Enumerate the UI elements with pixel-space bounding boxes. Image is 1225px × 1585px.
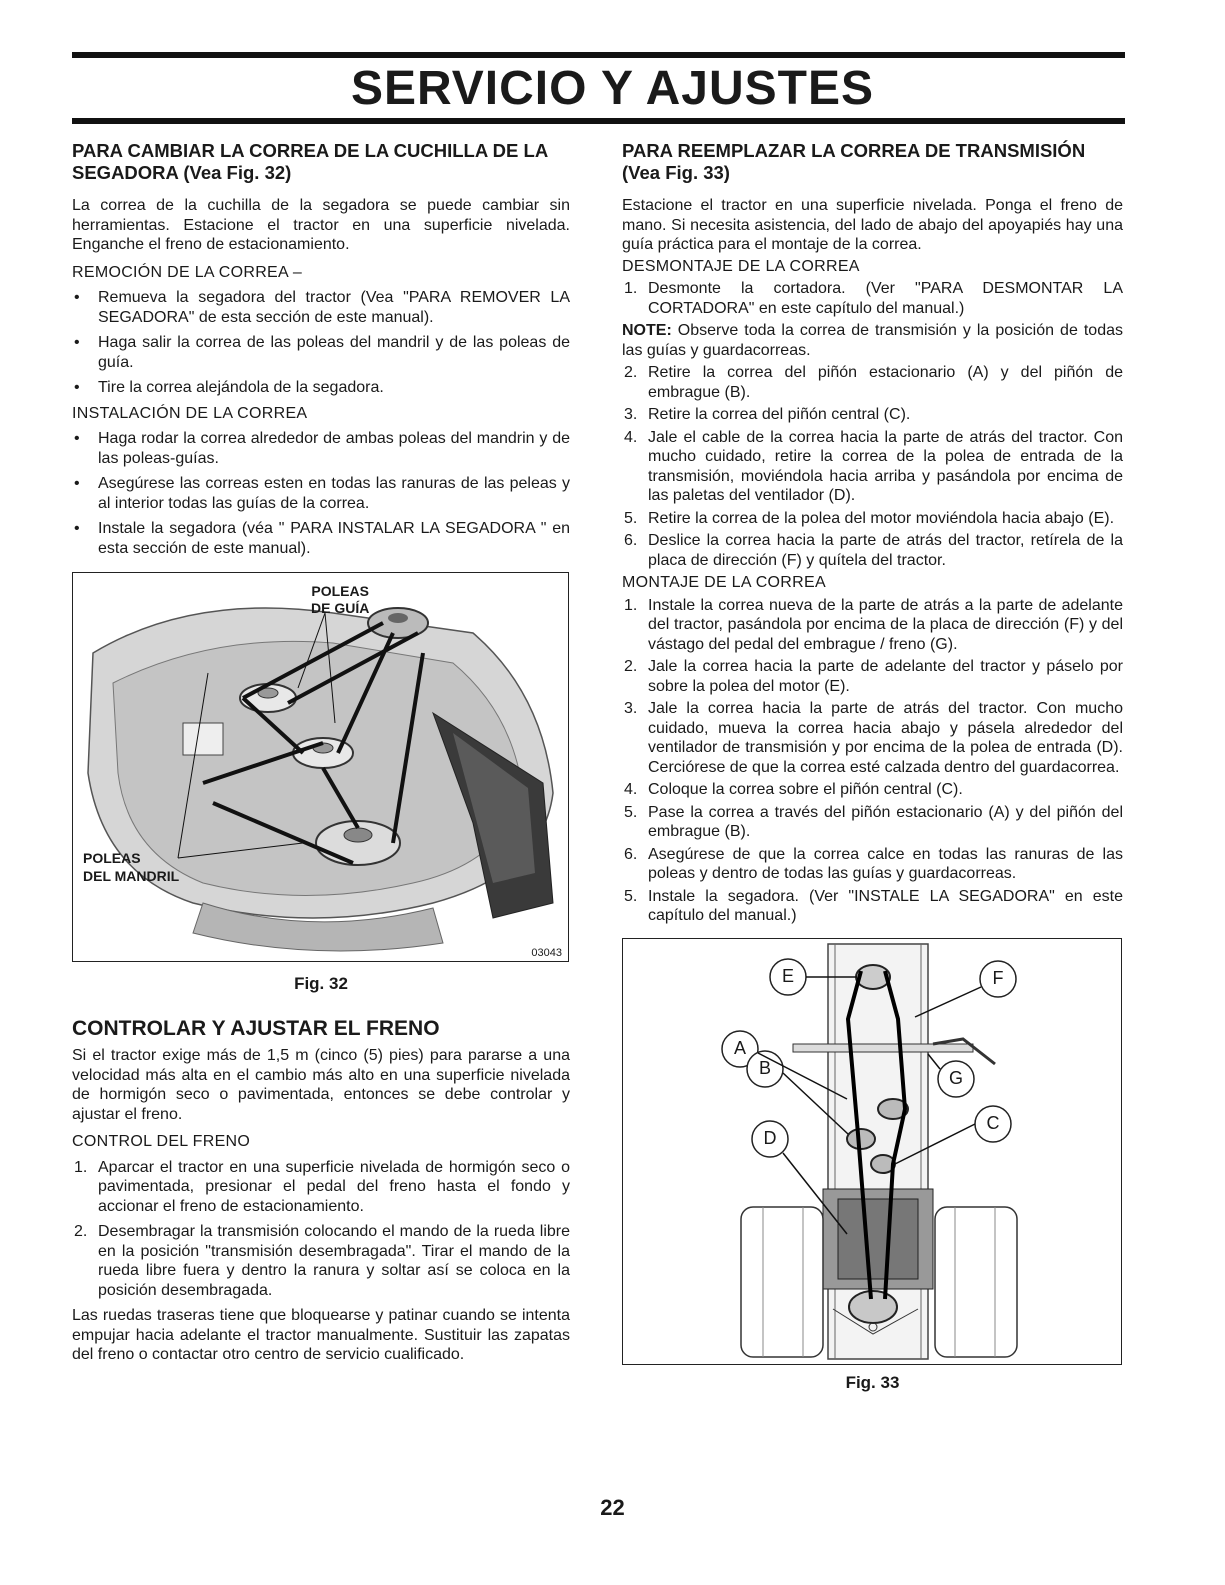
list-item: 5. Pase la correa a través del piñón estacionario (A) y del piñón del embrague (B). — [624, 803, 1123, 840]
list-item: 1. Desmonte la cortadora. (Ver "PARA DESMONTAR LA CORTADORA" en este capítulo del manual.) — [624, 280, 1123, 317]
list-item: 2. Desembragar la transmisión colocando el mando de la rueda libre en la posición "transmisión desembragada". Tirar el mando de la rueda libre fuera y dentro la ranura y soltar así se coloca en la posición desembragada. — [74, 1223, 570, 1299]
label-spindle-pulleys: POLEAS DEL MANDRIL — [83, 850, 180, 884]
callout-e: E — [781, 965, 794, 986]
list-item: • Tire la correa alejándola de la segadora. — [74, 379, 384, 396]
note-paragraph: NOTE: Observe toda la correa de transmisión y la posición de todas las guías y guardacorreas. — [622, 322, 1123, 359]
list-item: 4. Jale el cable de la correa hacia la parte de atrás del tractor. Con mucho cuidado, retire la correa de la polea de entrada de la transmisión, moviéndola hacia arriba y pasándola por encima de las paletas del ventilador (D). — [624, 428, 1123, 504]
section-heading-blade-belt: PARA CAMBIAR LA CORREA DE LA CUCHILLA DE LA SEGADORA (Vea Fig. 32) — [72, 140, 548, 183]
brake-intro: Si el tractor exige más de 1,5 m (cinco (5) pies) para pararse a una velocidad más alta en el cambio más alto en una superficie nivelada de hormigón seco o pavimentada, entonces se debe controlar y ajustar el freno. — [72, 1047, 570, 1123]
section-heading-drive-belt: PARA REEMPLAZAR LA CORREA DE TRANSMISIÓN (Vea Fig. 33) — [622, 140, 1086, 183]
list-item: 3. Retire la correa del piñón central (C). — [624, 406, 911, 423]
install-label: INSTALACIÓN DE LA CORREA — [72, 404, 308, 422]
figure-32 — [72, 572, 569, 962]
callout-c: C — [986, 1112, 1000, 1133]
removal-list — [72, 288, 570, 398]
figure-33-caption: Fig. 33 — [845, 1372, 900, 1392]
list-item: 3. Jale la correa hacia la parte de atrás del tractor. Con mucho cuidado, mueva la correa hacia abajo y pásela alrededor del ventilador de transmisión y por encima de la polea de entrada (D). Cerciórese de que la correa esté calzada dentro del guardacorrea. — [624, 700, 1123, 776]
figure-33 — [622, 938, 1122, 1365]
list-item: • Haga rodar la correa alrededor de ambas poleas del mandrin y de las poleas-guías. — [74, 430, 570, 467]
header-rule-bottom — [72, 118, 1125, 124]
brake-label: CONTROL DEL FRENO — [72, 1133, 251, 1150]
callout-b: B — [758, 1057, 771, 1078]
list-item: 1. Aparcar el tractor en una superficie nivelada de hormigón seco o pavimentada, presionar el pedal del freno hasta el fondo y accionar el freno de estacionamiento. — [74, 1158, 570, 1215]
label-guide-pulleys: POLEAS DE GUÍA — [311, 583, 370, 616]
drive-belt-intro: Estacione el tractor en una superficie nivelada. Ponga el freno de mano. Si necesita asistencia, del lado de abajo del apoyapiés hay una guía práctica para el montaje de la correa. — [622, 197, 1123, 253]
figure-code: 03043 — [531, 947, 562, 959]
page-number: 22 — [600, 1495, 625, 1520]
list-item: 5. Instale la segadora. (Ver "INSTALE LA SEGADORA" en este capítulo del manual.) — [624, 887, 1123, 924]
section-heading-brake: CONTROLAR Y AJUSTAR EL FRENO — [72, 1017, 440, 1040]
callout-a: A — [733, 1037, 746, 1058]
list-item: 5. Retire la correa de la polea del motor moviéndola hacia abajo (E). — [624, 509, 1115, 527]
list-item: 2. Retire la correa del piñón estacionario (A) y del piñón de embrague (B). — [624, 364, 1123, 401]
list-item: 1. Instale la correa nueva de la parte de atrás a la parte de adelante del tractor, pasándola por encima de la placa de dirección (F) y del vástago del pedal del embrague / freno (G). — [624, 596, 1123, 653]
mount-steps — [622, 596, 1123, 926]
install-list — [72, 429, 570, 558]
dismount-step-1 — [622, 279, 1123, 318]
list-item: • Haga salir la correa de las poleas del mandril y de las poleas de guía. — [74, 334, 570, 371]
drive-belt-illustration — [623, 939, 1121, 1364]
list-item: • Asegúrese las correas esten en todas las ranuras de las peleas y al interior todas las guías de la correa. — [74, 475, 570, 512]
list-item: • Remueva la segadora del tractor (Vea "PARA REMOVER LA SEGADORA" de esta sección de este manual). — [74, 289, 570, 326]
right-column — [622, 140, 1123, 1393]
figure-32-caption: Fig. 32 — [294, 974, 348, 993]
list-item: • Instale la segadora (véa " PARA INSTALAR LA SEGADORA " en esta sección de este manual). — [74, 520, 570, 557]
blade-belt-intro: La correa de la cuchilla de la segadora se puede cambiar sin herramientas. Estacione el tractor en una superficie nivelada. Enganche el freno de estacionamiento. — [72, 197, 570, 253]
list-item: 6. Deslice la correa hacia la parte de atrás del tractor, retírela de la placa de dirección (F) y quítela del tractor. — [624, 532, 1123, 569]
callout-f: F — [992, 967, 1004, 988]
list-item: 2. Jale la correa hacia la parte de adelante del tractor y páselo por sobre la polea del motor (E). — [624, 658, 1123, 695]
page-title: SERVICIO Y AJUSTES — [350, 62, 875, 115]
header-rule-top — [72, 52, 1125, 58]
mount-label: MONTAJE DE LA CORREA — [622, 574, 826, 591]
left-column — [72, 140, 570, 1373]
callout-d: D — [763, 1127, 777, 1148]
brake-steps — [72, 1158, 570, 1301]
dismount-steps — [622, 363, 1123, 570]
list-item: 4. Coloque la correa sobre el piñón central (C). — [624, 781, 963, 798]
callout-g: G — [948, 1067, 963, 1088]
removal-label: REMOCIÓN DE LA CORREA – — [72, 263, 303, 281]
list-item: 6. Asegúrese de que la correa calce en todas las ranuras de las poleas y dentro de todas las guías y guardacorreas. — [624, 845, 1123, 882]
dismount-label: DESMONTAJE DE LA CORREA — [622, 257, 860, 275]
mower-deck-illustration — [73, 573, 568, 961]
brake-outro: Las ruedas traseras tiene que bloquearse y patinar cuando se intenta empujar hacia adelante el tractor manualmente. Sustituir las zapatas del freno o contactar otro centro de servicio cualificado. — [72, 1307, 570, 1363]
